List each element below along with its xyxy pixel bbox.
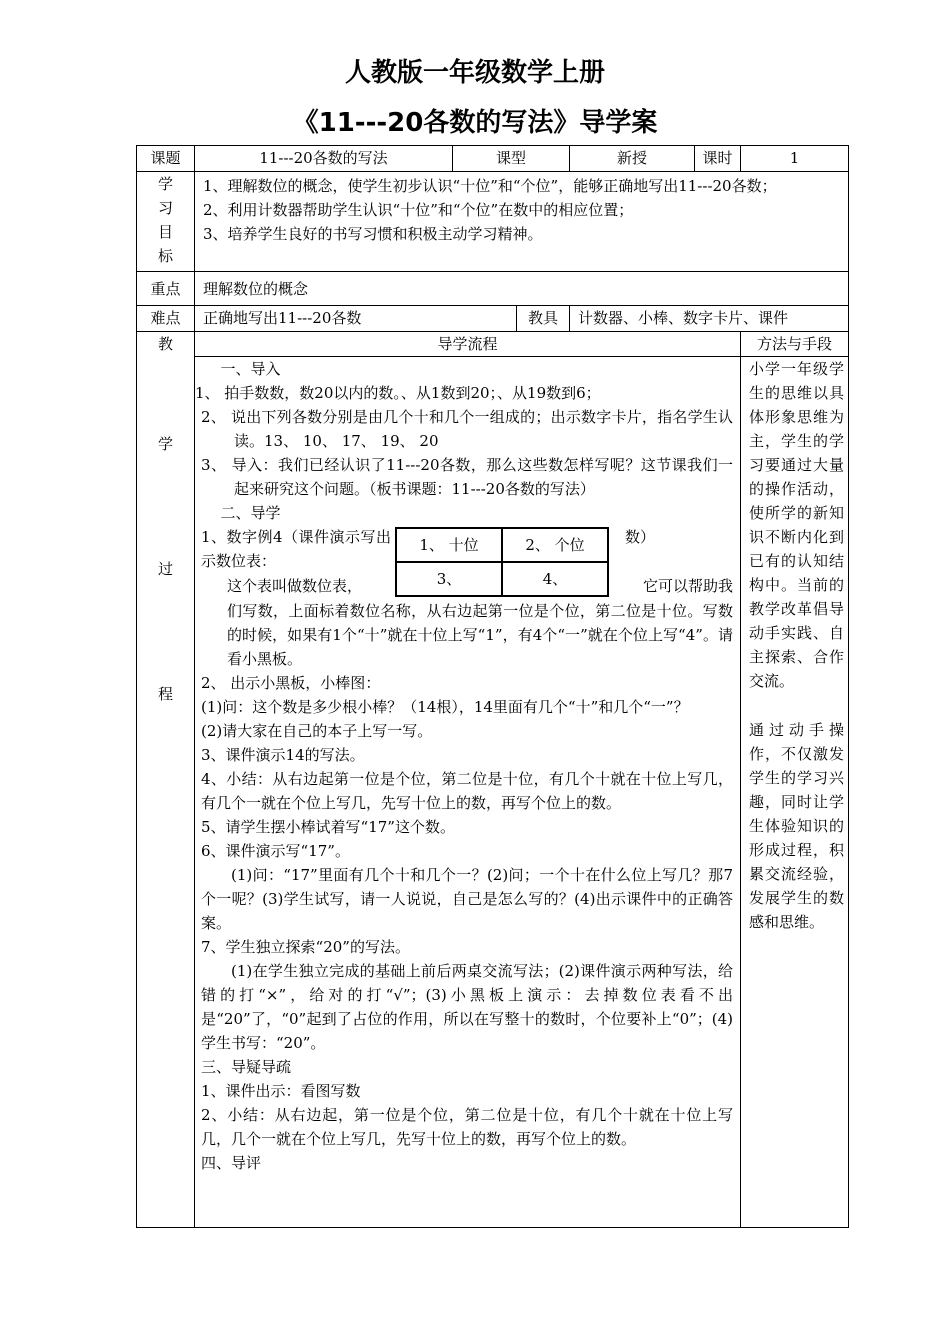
process-item: 们写数，上面标着数位名称，从右边起第一位是个位，第二位是十位。写数的时候，如果有1个“十”就在十位上写“1”，有4个“一”就在个位上写“4”。请看小黑板。 [227,602,734,668]
key-point-value: 理解数位的概念 [195,272,849,306]
process-item: 2、 出示小黑板，小棒图： [201,674,381,692]
process-item: (2)请大家在自己的本子上写一写。 [201,722,433,740]
method-note: 通过动手操作，不仅激发学生的学习兴趣，同时让学生体验知识的形成过程，积累交流经验，发展学生的数感和思维。 [749,721,845,931]
method-content [741,357,849,1228]
goal-item: 2、利用计数器帮助学生认识“十位”和“个位”在数中的相应位置； [203,201,634,219]
document-subtitle: 《11---20各数的写法》导学案 [292,108,658,138]
lesson-plan-table [136,145,849,1228]
place-value-cell: 4、 [502,562,608,596]
section-title: 二、导学 [220,504,281,522]
type-label: 课型 [453,146,570,172]
place-value-table [395,527,609,597]
goal-item: 1、理解数位的概念，使学生初步认识“十位”和“个位”，能够正确地写出11---20各数； [203,177,777,195]
place-value-block [201,525,733,599]
difficulty-value: 正确地写出11---20各数 [195,306,517,332]
place-value-cell: 3、 [396,562,502,596]
method-note: 小学一年级学生的思维以具体形象思维为主，学生的学习要通过大量的操作活动，使所学的新知识不断内化到已有的认知结构中。当前的教学改革倡导动手实践、自主探索、合作交流。 [749,360,845,690]
goal-item: 3、培养学生良好的书写习惯和积极主动学习精神。 [203,225,543,243]
process-item: 2、小结：从右边起，第一位是个位，第二位是十位，有几个十就在十位上写几，几个一就在个位上写几，先写十位上的数，再写个位上的数。 [201,1106,734,1148]
hours-label: 课时 [695,146,741,172]
process-item: 7、学生独立探索“20”的写法。 [201,938,410,956]
place-value-cell: 1、 十位 [396,528,502,562]
process-item: 3、 导入：我们已经认识了11---20各数，那么这些数怎样写呢？这节课我们一起来研究这个问题。（板书课题：11---20各数的写法） [201,456,734,498]
process-label: 教 学 过 程 [137,332,195,1228]
goals-content [195,172,849,272]
process-item: 5、请学生摆小棒试着写“17”这个数。 [201,818,455,836]
process-header: 导学流程 [195,332,741,357]
hours-value: 1 [741,146,849,172]
topic-value: 11---20各数的写法 [195,146,453,172]
process-item: 2、 说出下列各数分别是由几个十和几个一组成的；出示数字卡片，指名学生认读。13、 10、 17、 19、 20 [201,408,734,450]
process-item: 它可以帮助我 [643,577,734,595]
place-value-cell: 2、 个位 [502,528,608,562]
section-title: 一、导入 [220,360,281,378]
goals-label: 学 习 目 标 [137,172,195,272]
key-point-label: 重点 [137,272,195,306]
process-item: 3、课件演示14的写法。 [201,746,365,764]
type-value: 新授 [570,146,695,172]
process-content [195,357,741,1228]
process-item: 1、课件出示：看图写数 [201,1082,361,1100]
process-item: (1)问：“17”里面有几个十和几个一？(2)问；一个十在什么位上写几？那7个一呢？(3)学生试写，请一人说说，自己是怎么写的？(4)出示课件中的正确答案。 [201,866,734,932]
process-item: 4、小结：从右边起第一位是个位，第二位是十位，有几个十就在十位上写几，有几个一就在个位上写几，先写十位上的数，再写个位上的数。 [201,770,734,812]
process-item-tail: 数） [625,528,656,546]
process-item: 1、数字例4（课件演示写出示数位表： [201,528,391,570]
method-header: 方法与手段 [741,332,849,357]
tools-label: 教具 [517,306,570,332]
difficulty-label: 难点 [137,306,195,332]
section-title: 三、导疑导疏 [201,1058,292,1076]
process-item: (1)在学生独立完成的基础上前后两桌交流写法；(2)课件演示两种写法，给错的打“×”，给对的打“√”；(3)小黑板上演示：去掉数位表看不出是“20”了，“0”起到了占位的作用，所以在写整十的数时，个位要补上“0”；(4)学生书写：“20”。 [201,962,734,1052]
process-item: 1、 拍手数数，数20以内的数。、从1数到20；、从19数到6； [195,384,601,402]
process-item: 6、课件演示写“17”。 [201,842,350,860]
topic-label: 课题 [137,146,195,172]
document-title: 人教版一年级数学上册 [344,58,605,88]
section-title: 四、导评 [201,1154,262,1172]
process-item: 这个表叫做数位表， [227,577,363,595]
process-item: (1)问：这个数是多少根小棒？（14根），14里面有几个“十”和几个“一”？ [201,698,689,716]
tools-value: 计数器、小棒、数字卡片、课件 [570,306,849,332]
